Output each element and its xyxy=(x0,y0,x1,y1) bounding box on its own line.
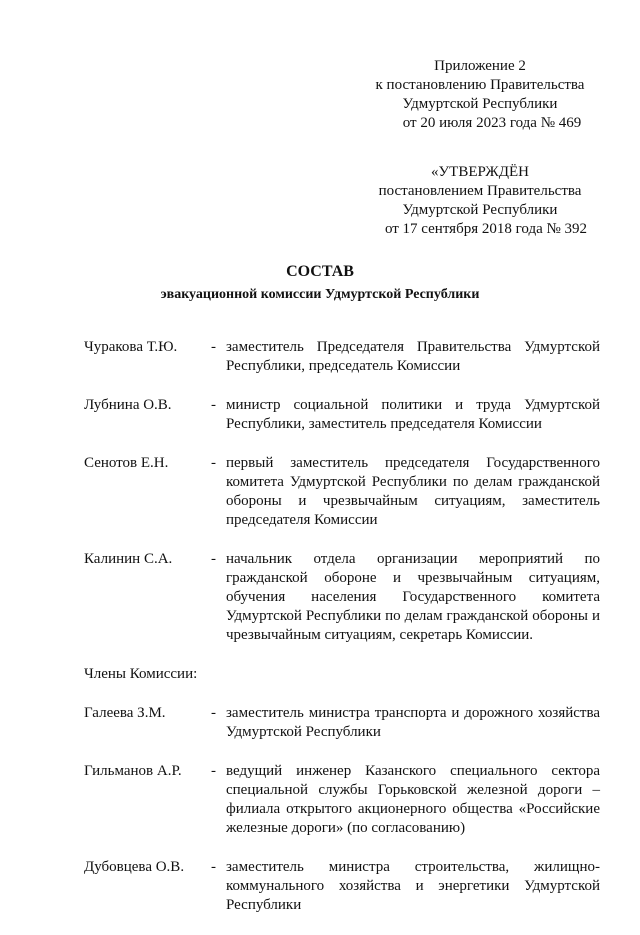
document-title xyxy=(80,262,560,304)
member-position: министр социальной политики и труда Удмуртской Республики, заместитель председателя Комиссии xyxy=(226,397,600,432)
appendix-date: от 20 июля 2023 года № 469 xyxy=(402,115,582,131)
appendix-header xyxy=(360,57,600,133)
dash: - xyxy=(211,339,216,355)
dash: - xyxy=(211,859,216,875)
member-name: Чуракова Т.Ю. xyxy=(84,339,178,355)
member-name: Калинин С.А. xyxy=(84,551,173,567)
member-position: первый заместитель председателя Государственного комитета Удмуртской Республики по делам гражданской обороны и чрезвычайным ситуациям, заместитель председателя Комиссии xyxy=(226,455,600,528)
approved-header xyxy=(360,163,600,239)
member-position: ведущий инженер Казанского специального сектора специальной службы Горьковской железной дороги – филиала открытого акционерного общества «Российские железные дороги» (по согласованию) xyxy=(226,763,600,836)
appendix-resolution: к постановлению Правительства xyxy=(375,77,585,93)
list-item xyxy=(84,454,600,530)
approved-date: от 17 сентября 2018 года № 392 xyxy=(384,221,588,237)
member-name: Гильманов А.Р. xyxy=(84,763,182,779)
list-item xyxy=(84,550,600,645)
members-section-label: Члены Комиссии: xyxy=(84,666,198,682)
approved-republic: Удмуртской Республики xyxy=(402,202,558,218)
member-name: Галеева З.М. xyxy=(84,705,166,721)
list-item xyxy=(84,338,600,376)
list-item xyxy=(84,396,600,434)
member-name: Дубовцева О.В. xyxy=(84,859,185,875)
member-name: Лубнина О.В. xyxy=(84,397,172,413)
member-name: Сенотов Е.Н. xyxy=(84,455,169,471)
dash: - xyxy=(211,397,216,413)
dash: - xyxy=(211,551,216,567)
list-item xyxy=(84,704,600,742)
title-main: СОСТАВ xyxy=(286,263,354,280)
dash: - xyxy=(211,763,216,779)
member-position: начальник отдела организации мероприятий по гражданской обороне и чрезвычайным ситуациям, обучения населения Государственного комитета Удмуртской Республики по делам гражданской обороны и чрезвычайным ситуациям, секретарь Комиссии. xyxy=(226,551,600,643)
list-item xyxy=(84,762,600,838)
member-position: заместитель министра строительства, жилищно-коммунального хозяйства и энергетики Удмуртской Республики xyxy=(226,859,600,913)
member-position: заместитель Председателя Правительства Удмуртской Республики, председатель Комиссии xyxy=(226,339,600,374)
commission-list xyxy=(84,338,600,935)
approved-label: «УТВЕРЖДЁН xyxy=(431,164,529,180)
list-item xyxy=(84,858,600,915)
dash: - xyxy=(211,705,216,721)
appendix-number: Приложение 2 xyxy=(434,58,526,74)
member-position: заместитель министра транспорта и дорожного хозяйства Удмуртской Республики xyxy=(226,705,600,740)
appendix-republic: Удмуртской Республики xyxy=(402,96,558,112)
approved-resolution: постановлением Правительства xyxy=(378,183,582,199)
title-subtitle: эвакуационной комиссии Удмуртской Республики xyxy=(160,287,480,302)
dash: - xyxy=(211,455,216,471)
